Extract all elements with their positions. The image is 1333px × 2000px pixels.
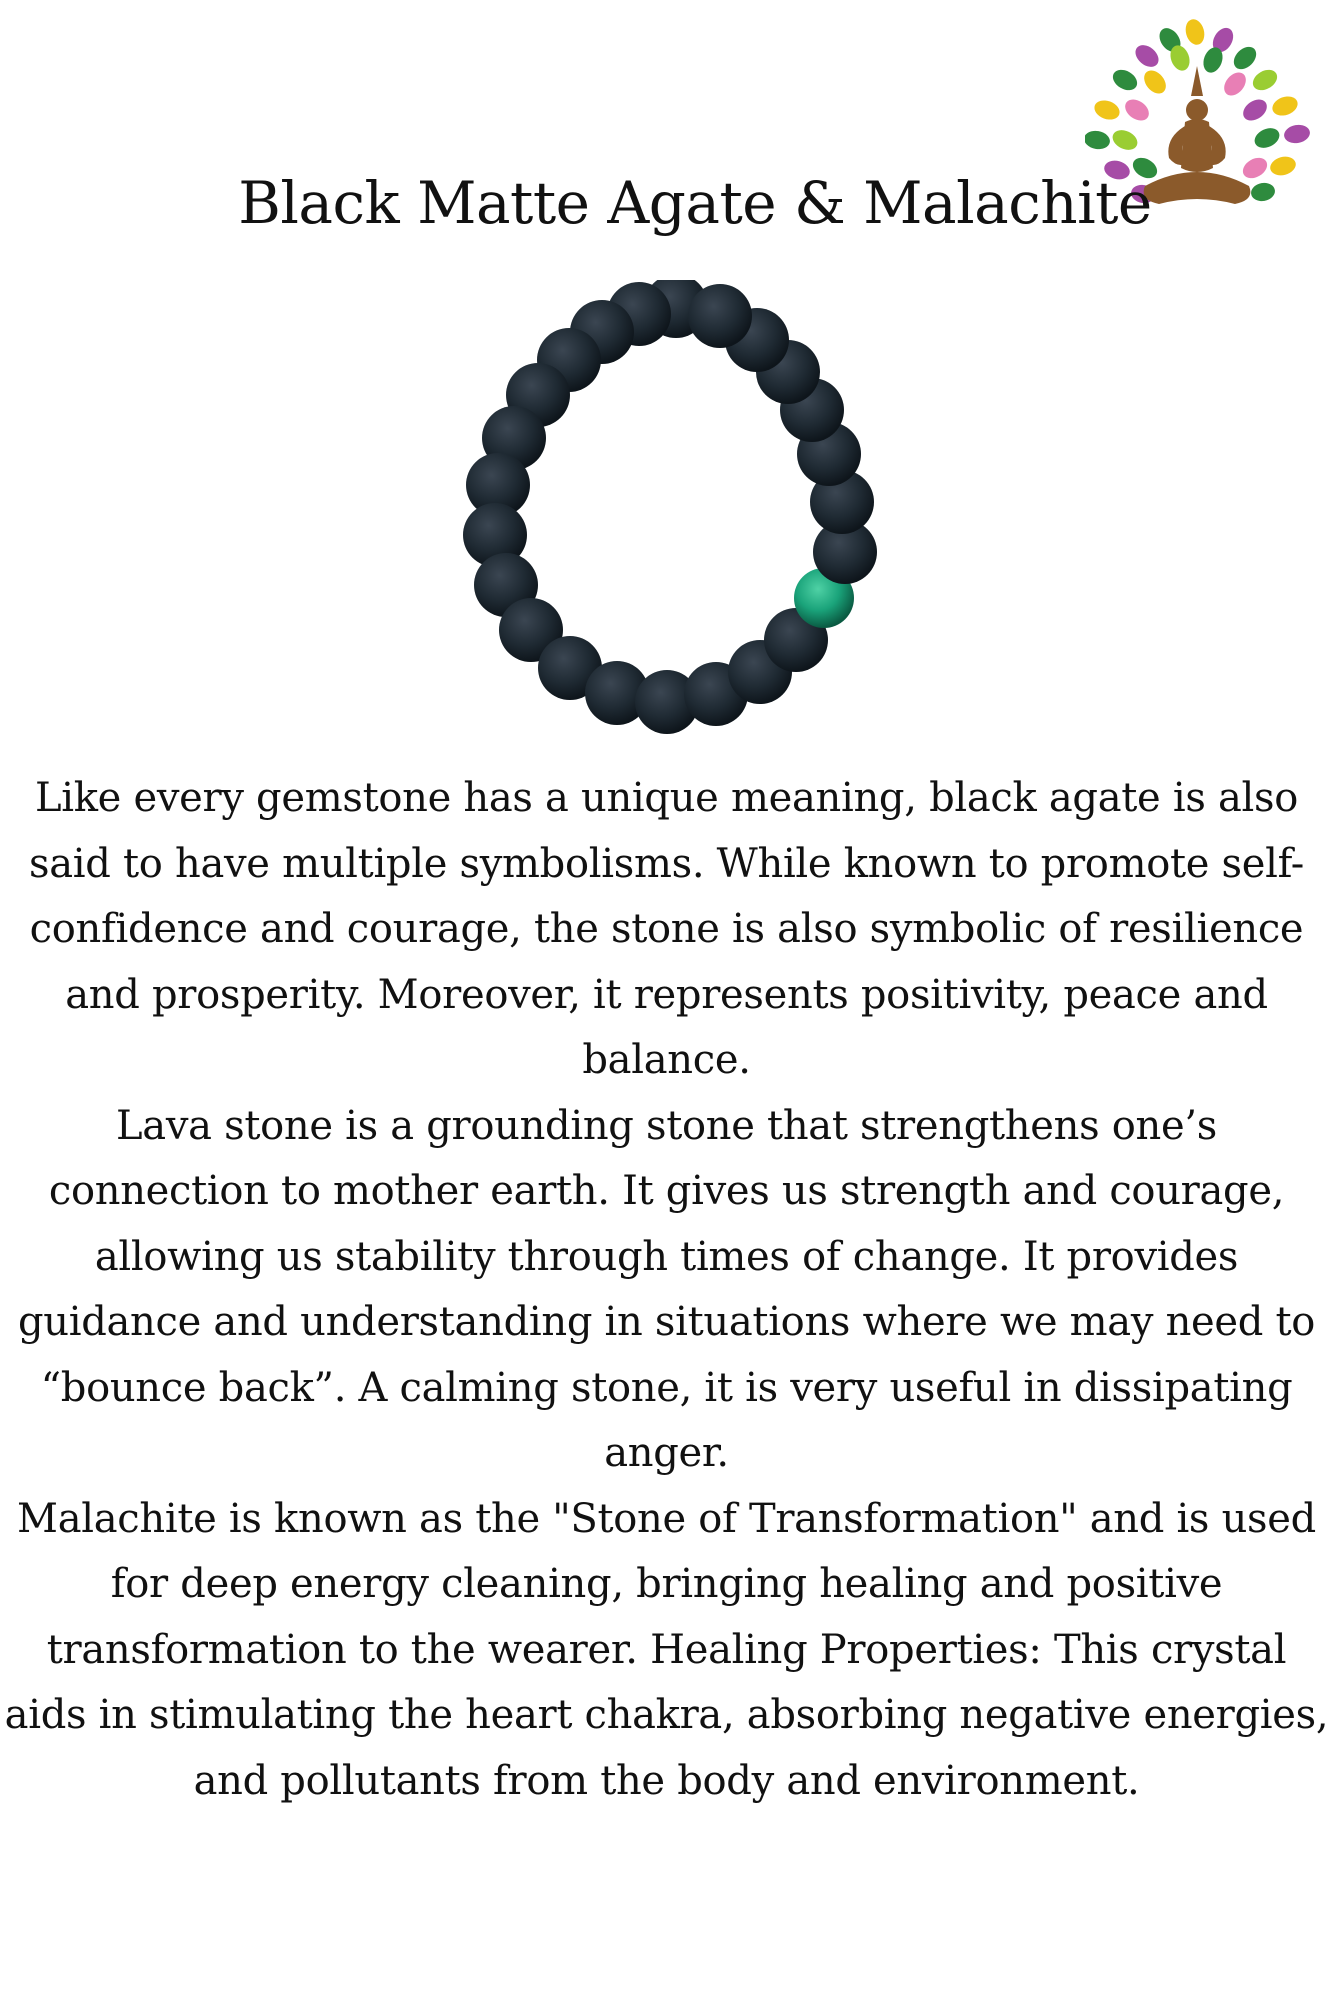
description-paragraph-lava: Lava stone is a grounding stone that strengthens one’s connection to mother earth. It gives us strength and courage, allowing us stability through times of change. It provides guidance and understanding in situations where we may need to “bounce back”. A calming stone, it is very useful in dissipating anger. — [17, 1102, 1316, 1476]
bead-ring — [463, 280, 877, 734]
description — [0, 766, 1333, 1814]
description-paragraph-malachite: Malachite is known as the "Stone of Transformation" and is used for deep energy cleaning, bringing healing and positive transformation to the wearer. Healing Properties: This crystal aids in stimulating the heart chakra, absorbing negative energies, and pollutants from the body and environment. — [4, 1495, 1329, 1804]
agate-bead — [688, 284, 752, 348]
page-title: Black Matte Agate & Malachite — [238, 169, 1152, 237]
description-paragraph-agate: Like every gemstone has a unique meaning, black agate is also said to have multiple symbolisms. While known to promote self-confidence and courage, the stone is also symbolic of resilience and prosperity. Moreover, it represents positivity, peace and balance. — [29, 775, 1304, 1083]
bracelet-image — [410, 280, 930, 750]
